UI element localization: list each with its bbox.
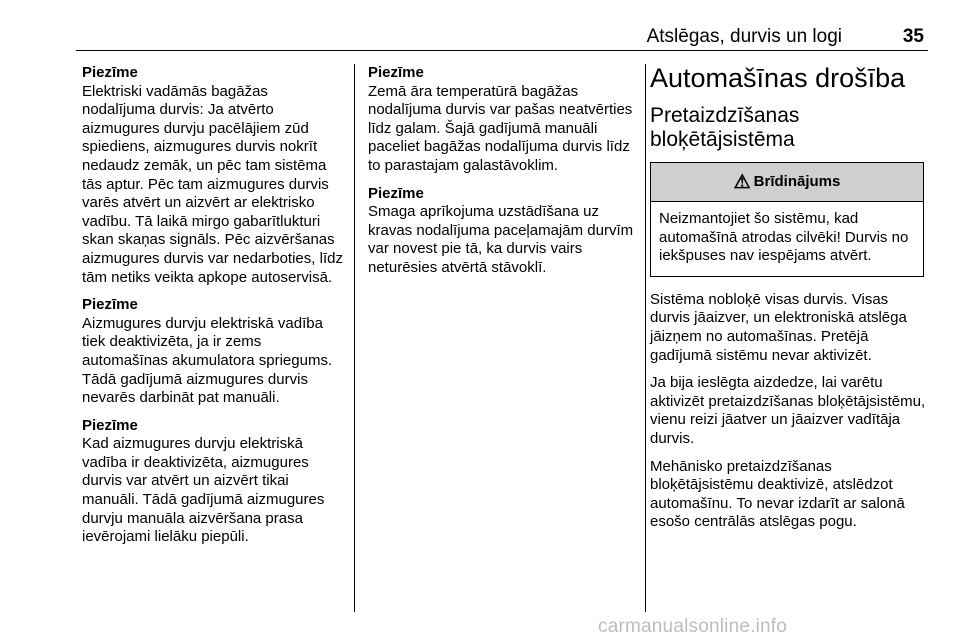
note-text: Zemā āra temperatūrā bagāžas nodalījuma durvis var pašas neatvērties līdz galam. Šajā gadījumā manuāli paceliet bagāžas nodalījuma durvis līdz to parastajam galastāvoklim.	[368, 82, 633, 174]
note-block	[82, 296, 344, 408]
warning-text: Neizmantojiet šo sistēmu, kad automašīnā atrodas cilvēki! Durvis no iekšpuses nav iespējams atvērt.	[659, 210, 909, 265]
note-heading: Piezīme	[368, 64, 424, 81]
note-block	[82, 64, 344, 287]
note-heading: Piezīme	[368, 184, 424, 202]
warning-heading: Brīdinājums	[753, 172, 841, 190]
subsection-title: Pretaizdzīšanas bloķētājsistēma	[650, 104, 800, 151]
column-divider-left	[354, 64, 355, 612]
warning-triangle-icon: ⚠	[733, 171, 751, 193]
section-title: Automašīnas drošība	[650, 63, 906, 93]
note-text: Elektriski vadāmās bagāžas nodalījuma durvis: Ja atvērto aizmugures durvju pacēlājiem zūd spiediens, aizmugures durvis nokrīt nedaudz zemāk, un pēc tam sistēma tās aptur. Pēc tam aizmugures durvis varēs atvērt un aizvērt ar elektrisko vadību. Tā laikā mirgo gabarītlukturi skan skaņas signāls. Pēc aizvēršanas aizmugures durvis var nedarboties, līdz tām netiks veikta apkope autoservisā.	[82, 82, 343, 286]
column-middle	[368, 64, 636, 287]
note-text: Kad aizmugures durvju elektriskā vadība ir deaktivizēta, aizmugures durvis var atvērt un aizvērt tikai manuāli. Tādā gadījumā aizmugures durvju manuāla aizvēršana prasa ievērojami lielāku piepūli.	[82, 435, 325, 546]
warning-box	[650, 162, 924, 277]
note-heading: Piezīme	[82, 296, 138, 314]
note-block	[368, 64, 636, 176]
paragraph: Mehānisko pretaizdzīšanas bloķētājsistēmu deaktivizē, atslēdzot automašīnu. To nevar izdarīt ar salonā esošo centrālās atslēgas pogu.	[650, 457, 905, 531]
column-left	[82, 64, 344, 556]
paragraph: Ja bija ieslēgta aizdedze, lai varētu aktivizēt pretaizdzīšanas bloķētājsistēmu, vienu reizi jāatver un jāaizver vadītāja durvis.	[650, 374, 926, 447]
page-number: 35	[902, 26, 924, 47]
note-block	[82, 417, 344, 547]
note-heading: Piezīme	[82, 64, 138, 81]
chapter-title: Atslēgas, durvis un logi	[646, 26, 842, 47]
note-text: Aizmugures durvju elektriskā vadība tiek deaktivizēta, ja ir zems automašīnas akumulatora spriegums. Tādā gadījumā aizmugures durvis nevarēs darbināt pat manuāli.	[82, 314, 333, 407]
note-block	[368, 185, 636, 278]
page-header	[76, 26, 928, 51]
column-right	[650, 64, 932, 541]
watermark: carmanualsonline.info	[598, 616, 788, 637]
note-heading: Piezīme	[82, 416, 138, 434]
warning-header	[651, 163, 923, 202]
note-text: Smaga aprīkojuma uzstādīšana uz kravas nodalījuma paceļamajām durvīm var novest pie tā, ka durvis vairs neturēsies atvērtā stāvoklī.	[368, 203, 634, 276]
paragraph: Sistēma nobloķē visas durvis. Visas durvis jāaizver, un elektroniskā atslēga jāizņem no automašīnas. Pretējā gadījumā sistēmu nevar aktivizēt.	[650, 290, 907, 364]
column-divider-right	[645, 64, 646, 612]
